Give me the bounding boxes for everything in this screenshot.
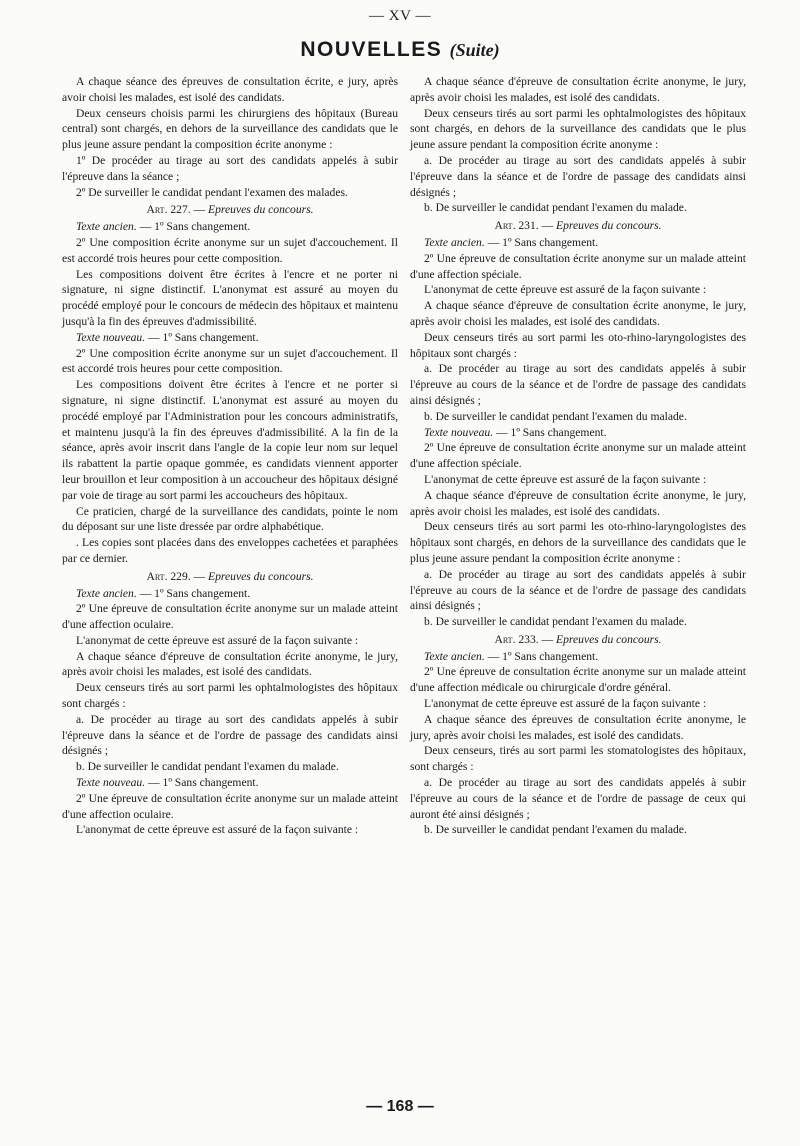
text-version-content: 1º Sans changement. bbox=[162, 330, 259, 344]
paragraph: Deux censeurs tirés au sort parmi les ophtalmologistes des hôpitaux sont chargés : bbox=[62, 681, 398, 711]
text-version-line: Texte ancien. — 1º Sans changement. bbox=[76, 586, 251, 600]
paragraph: L'anonymat de cette épreuve est assuré de la façon suivante : bbox=[76, 823, 359, 837]
article-heading: Art. 229. — Epreuves du concours. bbox=[146, 569, 314, 583]
right-column bbox=[410, 74, 746, 838]
text-version-content: 1º Sans changement. bbox=[154, 586, 251, 600]
text-version-label: Texte nouveau. bbox=[76, 330, 146, 344]
text-version-content: 1º Sans changement. bbox=[162, 776, 259, 790]
article-heading: Art. 227. — Epreuves du concours. bbox=[146, 203, 314, 217]
paragraph: A chaque séance d'épreuve de consultation écrite anonyme, le jury, après avoir choisi les malades, est isolé des candidats. bbox=[410, 299, 746, 328]
left-column bbox=[62, 74, 398, 838]
paragraph: L'anonymat de cette épreuve est assuré de la façon suivante : bbox=[424, 472, 707, 486]
text-version-label: Texte ancien. bbox=[424, 649, 485, 663]
paragraph: 2º Une composition écrite anonyme sur un sujet d'accouchement. Il est accordé trois heures pour cette composition. bbox=[62, 346, 398, 376]
paragraph: Ce praticien, chargé de la surveillance des candidats, pointe le nom du déposant sur une liste dressée par ordre alphabétique. bbox=[62, 504, 398, 534]
title-suite: (Suite) bbox=[449, 40, 500, 60]
paragraph: 2º Une épreuve de consultation écrite anonyme sur un malade atteint d'une affection spéciale. bbox=[410, 441, 746, 471]
paragraph: Deux censeurs tirés au sort parmi les ophtalmologistes des hôpitaux sont chargés, en dehors de la surveillance des candidats que le plus jeune assure pendant la composition écrite anonyme : bbox=[410, 106, 746, 152]
paragraph: L'anonymat de cette épreuve est assuré de la façon suivante : bbox=[424, 697, 707, 711]
paragraph: A chaque séance d'épreuve de consultation écrite anonyme, le jury, après avoir choisi les malades, est isolé des candidats. bbox=[410, 75, 746, 104]
text-version-label: Texte ancien. bbox=[76, 220, 137, 234]
paragraph: A chaque séance des épreuves de consultation écrite anonyme, le jury, après avoir choisi les malades, est isolé des candidats. bbox=[410, 712, 746, 742]
text-version-line: Texte nouveau. — 1º Sans changement. bbox=[76, 330, 259, 344]
title-main: NOUVELLES bbox=[300, 38, 443, 61]
paragraph: L'anonymat de cette épreuve est assuré de la façon suivante : bbox=[424, 283, 707, 297]
text-version-line: Texte nouveau. — 1º Sans changement. bbox=[76, 776, 259, 790]
article-number: Art. 233. bbox=[494, 632, 539, 646]
article-title: Epreuves du concours. bbox=[556, 632, 662, 646]
text-version-content: 1º Sans changement. bbox=[502, 649, 599, 663]
text-version-content: 1º Sans changement. bbox=[502, 235, 599, 249]
text-version-label: Texte nouveau. bbox=[76, 776, 146, 790]
paragraph: 2º De surveiller le candidat pendant l'examen des malades. bbox=[76, 185, 348, 199]
paragraph: A chaque séance d'épreuve de consultation écrite anonyme, le jury, après avoir choisi les malades, est isolé des candidats. bbox=[62, 649, 398, 679]
page-number: — 168 — bbox=[366, 1098, 434, 1115]
article-number: Art. 227. bbox=[146, 203, 191, 217]
paragraph: b. De surveiller le candidat pendant l'examen du malade. bbox=[424, 201, 687, 215]
article-title: Epreuves du concours. bbox=[208, 203, 314, 217]
paragraph: 2º Une épreuve de consultation écrite anonyme sur un malade atteint d'une affection oculaire. bbox=[62, 791, 398, 821]
article-heading: Art. 233. — Epreuves du concours. bbox=[494, 632, 662, 646]
article-title: Epreuves du concours. bbox=[208, 569, 314, 583]
paragraph: 2º Une épreuve de consultation écrite anonyme sur un malade atteint d'une affection médicale ou chirurgicale d'ordre général. bbox=[410, 665, 746, 695]
paragraph: 2º Une épreuve de consultation écrite anonyme sur un malade atteint d'une affection oculaire. bbox=[62, 602, 398, 632]
paragraph: Deux censeurs tirés au sort parmi les oto-rhino-laryngologistes des hôpitaux sont chargés, en dehors de la surveillance des candidats que le plus jeune assure pendant la composition écrite anonyme : bbox=[410, 520, 746, 565]
paragraph: b. De surveiller le candidat pendant l'examen du malade. bbox=[76, 760, 339, 774]
paragraph: A chaque séance des épreuves de consultation écrite, e jury, après avoir choisi les malades, est isolé des candidats. bbox=[62, 75, 398, 104]
paragraph: a. De procéder au tirage au sort des candidats appelés à subir l'épreuve au cours de la séance et de l'ordre de passage de ceux qui auront été ainsi désignés ; bbox=[410, 776, 746, 821]
paragraph: b. De surveiller le candidat pendant l'examen du malade. bbox=[424, 615, 687, 629]
paragraph: Deux censeurs tirés au sort parmi les oto-rhino-laryngologistes des hôpitaux sont chargés : bbox=[410, 330, 746, 360]
paragraph: 1º De procéder au tirage au sort des candidats appelés à subir l'épreuve dans la séance ; bbox=[62, 153, 398, 183]
paragraph: A chaque séance d'épreuve de consultation écrite anonyme, le jury, après avoir choisi les malades, est isolé des candidats. bbox=[410, 488, 746, 518]
roman-page-number: — XV — bbox=[369, 8, 431, 24]
text-version-line: Texte ancien. — 1º Sans changement. bbox=[76, 220, 251, 234]
article-number: Art. 229. bbox=[146, 569, 191, 583]
article-heading: Art. 231. — Epreuves du concours. bbox=[494, 219, 662, 233]
paragraph: a. De procéder au tirage au sort des candidats appelés à subir l'épreuve dans la séance et de l'ordre de passage des candidats ainsi désignés ; bbox=[62, 712, 398, 758]
page-title bbox=[0, 38, 800, 62]
paragraph: a. De procéder au tirage au sort des candidats appelés à subir l'épreuve au cours de la séance et de l'ordre de passage des candidats ainsi désignés ; bbox=[410, 567, 746, 613]
text-version-line: Texte ancien. — 1º Sans changement. bbox=[424, 649, 599, 663]
text-version-label: Texte ancien. bbox=[76, 586, 137, 600]
paragraph: Deux censeurs choisis parmi les chirurgiens des hôpitaux (Bureau central) sont chargés, en dehors de la surveillance des candidats que le plus jeune assure pendant la composition écrite anonyme : bbox=[62, 106, 398, 152]
paragraph: Les compositions doivent être écrites à l'encre et ne porter ni signature, ni signe distinctif. L'anonymat est assuré au moyen du procédé employé pour le concours de médecin des hôpitaux et maintenu jusqu'à la fin des épreuves d'admissibilité. bbox=[62, 267, 398, 328]
paragraph: b. De surveiller le candidat pendant l'examen du malade. bbox=[424, 409, 687, 423]
paragraph: . Les copies sont placées dans des enveloppes cachetées et paraphées par ce dernier. bbox=[62, 536, 398, 565]
text-version-line: Texte ancien. — 1º Sans changement. bbox=[424, 235, 599, 249]
paragraph: a. De procéder au tirage au sort des candidats appelés à subir l'épreuve au cours de la séance et de l'ordre de passage des candidats ainsi désignés ; bbox=[410, 362, 746, 407]
paragraph: b. De surveiller le candidat pendant l'examen du malade. bbox=[424, 823, 687, 837]
text-version-content: 1º Sans changement. bbox=[510, 425, 607, 439]
article-number: Art. 231. bbox=[494, 219, 539, 233]
text-version-line: Texte nouveau. — 1º Sans changement. bbox=[424, 425, 607, 439]
paragraph: 2º Une épreuve de consultation écrite anonyme sur un malade atteint d'une affection spéciale. bbox=[410, 251, 746, 281]
paragraph: a. De procéder au tirage au sort des candidats appelés à subir l'épreuve dans la séance et de l'ordre de passage des candidats ainsi désignés ; bbox=[410, 153, 746, 199]
paragraph: 2º Une composition écrite anonyme sur un sujet d'accouchement. Il est accordé trois heures pour cette composition. bbox=[62, 235, 398, 265]
text-version-label: Texte nouveau. bbox=[424, 425, 494, 439]
article-title: Epreuves du concours. bbox=[556, 219, 662, 233]
paragraph: Deux censeurs, tirés au sort parmi les stomatologistes des hôpitaux, sont chargés : bbox=[410, 744, 746, 774]
paragraph: L'anonymat de cette épreuve est assuré de la façon suivante : bbox=[76, 633, 359, 647]
text-version-label: Texte ancien. bbox=[424, 235, 485, 249]
text-version-content: 1º Sans changement. bbox=[154, 220, 251, 234]
paragraph: Les compositions doivent être écrites à l'encre et ne porter si signature, ni signe distinctif. L'anonymat est assuré au moyen du procédé employé par l'Administration pour les concours administratifs, et maintenu jusqu'à la fin des épreuves d'admissibilité. A la fin de la séance, après avoir inscrit dans l'angle de la copie leur nom sur lequel ils rabattent la partie opaque gommée, es candidats viennent apporter leur brouillon et leur composition à un accoucheur des hôpitaux désigné par voie de tirage au sort parmi les accoucheurs des hôpitaux. bbox=[62, 378, 398, 502]
